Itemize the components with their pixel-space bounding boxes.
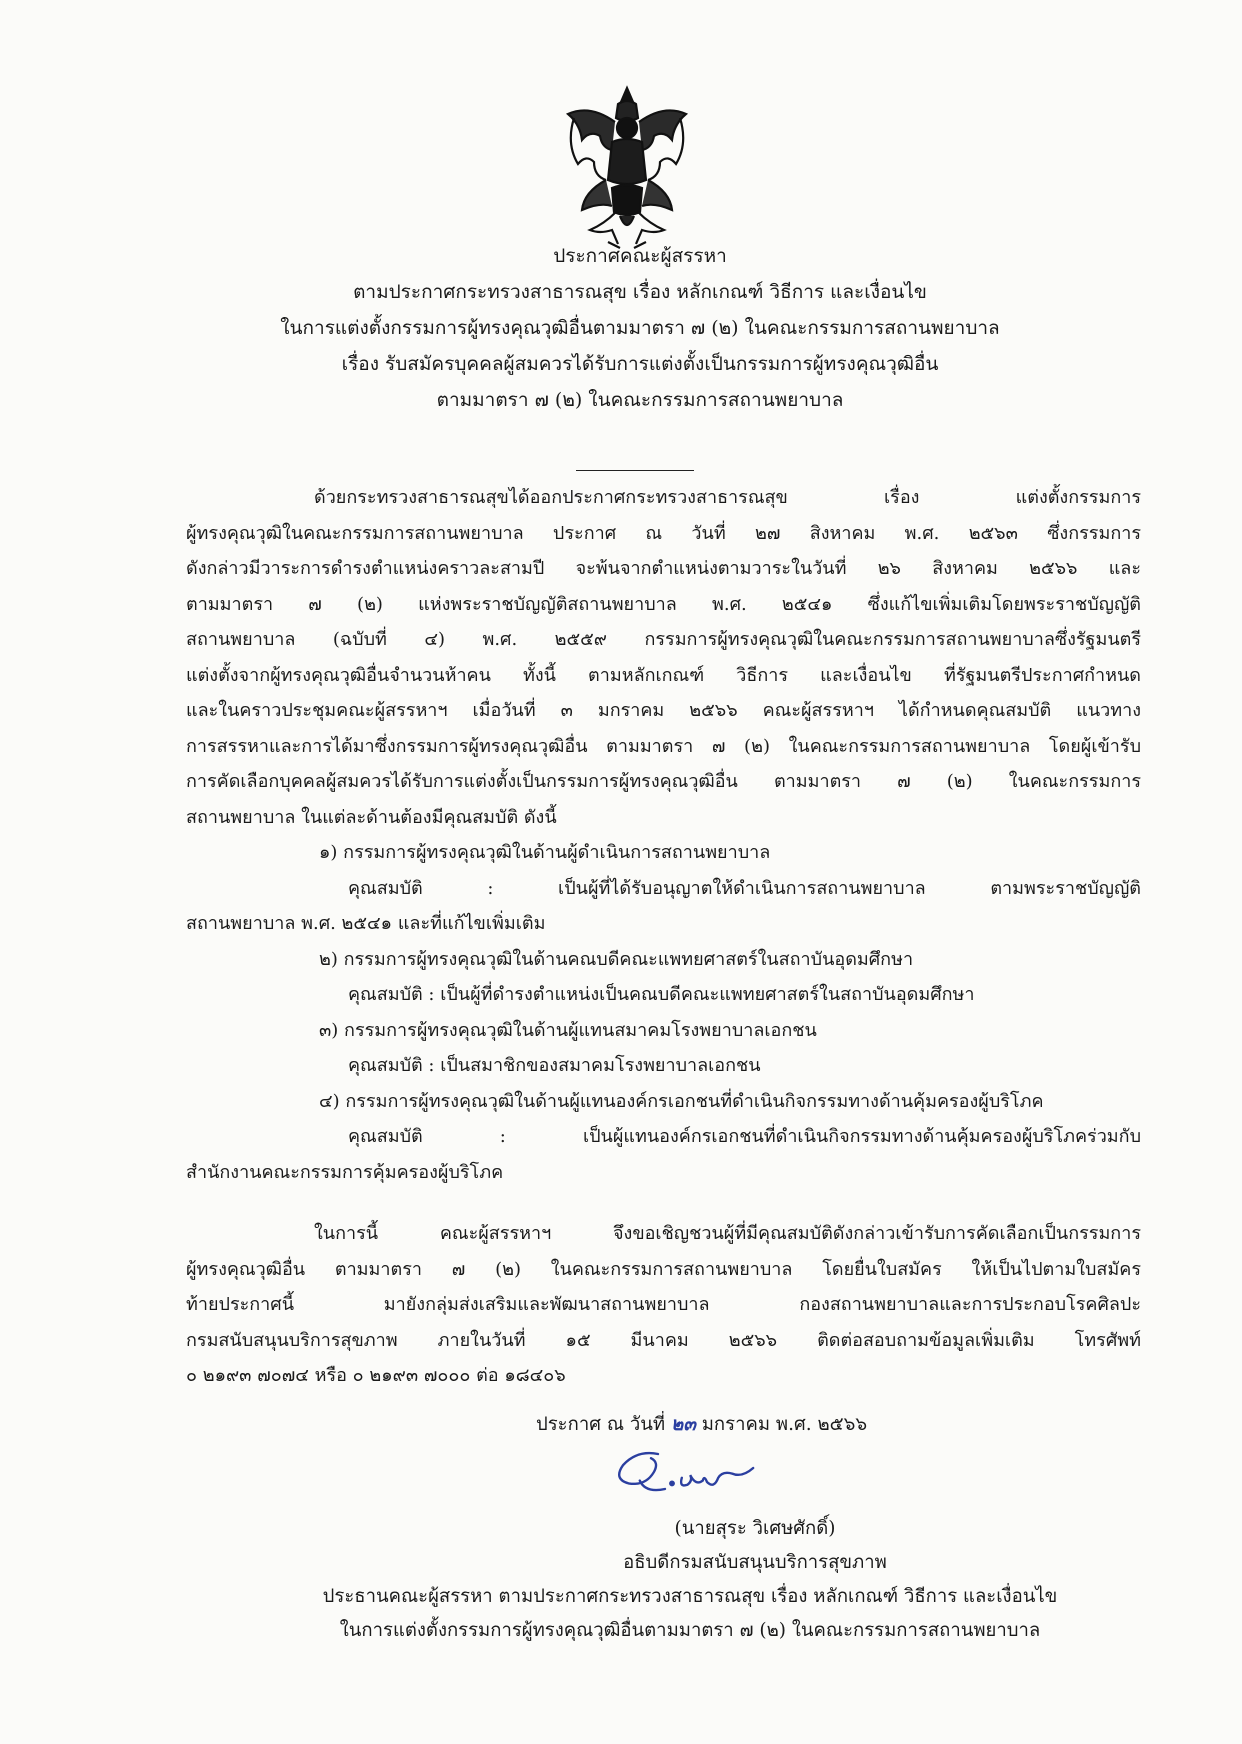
qualification-text: คุณสมบัติ : เป็นผู้ที่ดำรงตำแหน่งเป็นคณบดีคณะแพทยศาสตร์ในสถาบันอุดมศึกษา	[348, 984, 975, 1005]
paragraph-line: ในการนี้ คณะผู้สรรหาฯ จึงขอเชิญชวนผู้ที่มีคุณสมบัติดังกล่าวเข้ารับการคัดเลือกเป็นกรรมการ	[314, 1223, 1141, 1244]
signatory-name: (นายสุระ วิเศษศักดิ์)	[674, 1518, 836, 1539]
paragraph-line: สถานพยาบาล ในแต่ละด้านต้องมีคุณสมบัติ ดังนี้	[186, 806, 557, 828]
qualification-text: สำนักงานคณะกรรมการคุ้มครองผู้บริโภค	[186, 1161, 504, 1183]
paragraph-line: ดังกล่าวมีวาระการดำรงตำแหน่งคราวละสามปี จะพ้นจากตำแหน่งตามวาระในวันที่ ๒๖ สิงหาคม ๒๕๖๖ และ	[186, 558, 1141, 579]
paragraph-line: ผู้ทรงคุณวุฒิอื่น ตามมาตรา ๗ (๒) ในคณะกรรมการสถานพยาบาล โดยยื่นใบสมัคร ให้เป็นไปตามใบสมัคร	[186, 1258, 1141, 1280]
date-prefix: ประกาศ ณ วันที่	[536, 1414, 666, 1435]
paragraph-line: ท้ายประกาศนี้ มายังกลุ่มส่งเสริมและพัฒนาสถานพยาบาล กองสถานพยาบาลและการประกอบโรคศิลปะ	[186, 1294, 1141, 1315]
qualification-text: คุณสมบัติ : เป็นผู้ที่ได้รับอนุญาตให้ดำเนินการสถานพยาบาล ตามพระราชบัญญัติ	[348, 877, 1141, 899]
announcement-heading	[140, 238, 1140, 418]
date-suffix: มกราคม พ.ศ. ๒๕๖๖	[701, 1414, 868, 1435]
paragraph-line: การสรรหาและการได้มาซึ่งกรรมการผู้ทรงคุณวุฒิอื่น ตามมาตรา ๗ (๒) ในคณะกรรมการสถานพยาบาล โดยผู้เข้ารับ	[186, 735, 1141, 757]
heading-line: ในการแต่งตั้งกรรมการผู้ทรงคุณวุฒิอื่นตามมาตรา ๗ (๒) ในคณะกรรมการสถานพยาบาล	[280, 317, 1000, 339]
paragraph-line: ๐ ๒๑๙๓ ๗๐๗๔ หรือ ๐ ๒๑๙๓ ๗๐๐๐ ต่อ ๑๘๔๐๖	[186, 1365, 566, 1386]
paragraph-line: สถานพยาบาล (ฉบับที่ ๔) พ.ศ. ๒๕๕๙ กรรมการผู้ทรงคุณวุฒิในคณะกรรมการสถานพยาบาลซึ่งรัฐมนตรี	[186, 629, 1141, 650]
signatory-role-line: ประธานคณะผู้สรรหา ตามประกาศกระทรวงสาธารณสุข เรื่อง หลักเกณฑ์ วิธีการ และเงื่อนไข	[322, 1586, 1058, 1607]
invitation-paragraph	[186, 1216, 1141, 1394]
qualification-title: ๔) กรรมการผู้ทรงคุณวุฒิในด้านผู้แทนองค์กรเอกชนที่ดำเนินกิจกรรมทางด้านคุ้มครองผู้บริโภค	[319, 1090, 1044, 1112]
heading-divider	[576, 470, 694, 471]
announcement-date	[536, 1408, 867, 1442]
qualification-item-1	[186, 835, 1141, 942]
intro-paragraph	[186, 480, 1141, 1190]
qualification-text: คุณสมบัติ : เป็นสมาชิกของสมาคมโรงพยาบาลเอกชน	[348, 1055, 761, 1076]
signatory-block	[140, 1512, 1240, 1648]
qualification-text: คุณสมบัติ : เป็นผู้แทนองค์กรเอกชนที่ดำเนินกิจกรรมทางด้านคุ้มครองผู้บริโภคร่วมกับ	[348, 1126, 1141, 1147]
signatory-position: อธิบดีกรมสนับสนุนบริการสุขภาพ	[623, 1552, 887, 1573]
qualification-title: ๒) กรรมการผู้ทรงคุณวุฒิในด้านคณบดีคณะแพทยศาสตร์ในสถาบันอุดมศึกษา	[319, 948, 914, 970]
qualification-text: สถานพยาบาล พ.ศ. ๒๕๔๑ และที่แก้ไขเพิ่มเติม	[186, 913, 546, 934]
qualification-title: ๑) กรรมการผู้ทรงคุณวุฒิในด้านผู้ดำเนินการสถานพยาบาล	[319, 842, 771, 863]
handwritten-signature-icon	[586, 1440, 786, 1510]
qualification-title: ๓) กรรมการผู้ทรงคุณวุฒิในด้านผู้แทนสมาคมโรงพยาบาลเอกชน	[319, 1019, 817, 1041]
paragraph-line: การคัดเลือกบุคคลผู้สมควรได้รับการแต่งตั้งเป็นกรรมการผู้ทรงคุณวุฒิอื่น ตามมาตรา ๗ (๒) ในคณะกรรมการ	[186, 771, 1141, 792]
paragraph-line: ด้วยกระทรวงสาธารณสุขได้ออกประกาศกระทรวงสาธารณสุข เรื่อง แต่งตั้งกรรมการ	[314, 487, 1141, 508]
garuda-emblem-icon	[560, 84, 694, 256]
paragraph-line: ผู้ทรงคุณวุฒิในคณะกรรมการสถานพยาบาล ประกาศ ณ วันที่ ๒๗ สิงหาคม พ.ศ. ๒๕๖๓ ซึ่งกรรมการ	[186, 522, 1141, 544]
signatory-role-line: ในการแต่งตั้งกรรมการผู้ทรงคุณวุฒิอื่นตามมาตรา ๗ (๒) ในคณะกรรมการสถานพยาบาล	[339, 1620, 1041, 1641]
heading-line: ตามมาตรา ๗ (๒) ในคณะกรรมการสถานพยาบาล	[436, 389, 844, 411]
paragraph-line: กรมสนับสนุนบริการสุขภาพ ภายในวันที่ ๑๕ มีนาคม ๒๕๖๖ ติดต่อสอบถามข้อมูลเพิ่มเติม โทรศัพท์	[186, 1329, 1141, 1351]
paragraph-line: ตามมาตรา ๗ (๒) แห่งพระราชบัญญัติสถานพยาบาล พ.ศ. ๒๕๔๑ ซึ่งแก้ไขเพิ่มเติมโดยพระราชบัญญัติ	[186, 593, 1141, 615]
qualification-item-4	[186, 1084, 1141, 1191]
qualification-item-2	[186, 942, 1141, 1013]
heading-line: ตามประกาศกระทรวงสาธารณสุข เรื่อง หลักเกณฑ์ วิธีการ และเงื่อนไข	[353, 281, 927, 303]
heading-line: เรื่อง รับสมัครบุคคลผู้สมควรได้รับการแต่งตั้งเป็นกรรมการผู้ทรงคุณวุฒิอื่น	[341, 353, 939, 375]
paragraph-line: และในคราวประชุมคณะผู้สรรหาฯ เมื่อวันที่ ๓ มกราคม ๒๕๖๖ คณะผู้สรรหาฯ ได้กำหนดคุณสมบัติ แนวทาง	[186, 700, 1141, 721]
paragraph-line: แต่งตั้งจากผู้ทรงคุณวุฒิอื่นจำนวนห้าคน ทั้งนี้ ตามหลักเกณฑ์ วิธีการ และเงื่อนไข ที่รัฐมนตรีประกาศกำหนด	[186, 664, 1141, 686]
qualification-item-3	[186, 1013, 1141, 1084]
date-day-handwritten: ๒๓	[671, 1414, 696, 1435]
heading-line: ประกาศคณะผู้สรรหา	[553, 245, 727, 267]
